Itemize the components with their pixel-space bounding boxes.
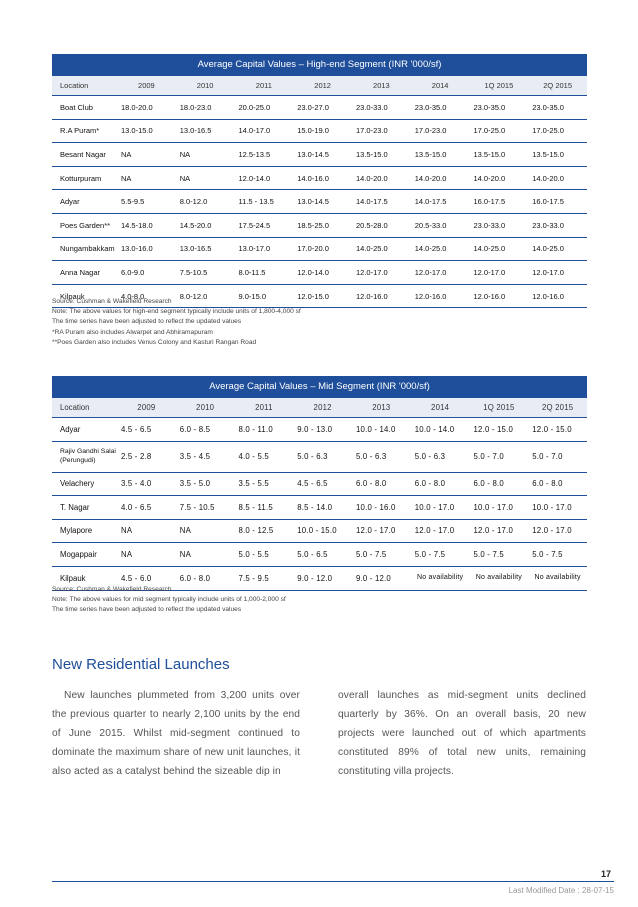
table-body (52, 418, 587, 591)
value-cell: 23.0-33.0 (473, 220, 506, 230)
table-row (52, 496, 587, 520)
value-cell: 6.0 - 8.0 (473, 479, 504, 489)
value-cell: 17.0-25.0 (473, 126, 506, 136)
value-cell: 15.0-19.0 (297, 126, 329, 136)
value-cell: 20.5-28.0 (356, 220, 388, 230)
value-cell: NA (179, 526, 191, 536)
column-header: 2012 (314, 81, 331, 90)
section-heading: New Residential Launches (52, 656, 230, 673)
table-row (52, 473, 587, 497)
value-cell: 5.0 - 6.5 (297, 549, 328, 559)
value-cell: 14.5-18.0 (121, 220, 153, 230)
value-cell: 4.5 - 6.0 (121, 573, 152, 583)
value-cell: 14.0-20.0 (473, 173, 506, 183)
column-header: 1Q 2015 (483, 403, 515, 412)
value-cell: 5.5-9.5 (121, 197, 145, 207)
value-cell: 12.5-13.5 (238, 149, 271, 159)
location-cell: Besant Nagar (60, 149, 106, 159)
value-cell: 10.0 - 17.0 (532, 502, 572, 512)
value-cell: 13.5-15.0 (414, 149, 447, 159)
value-cell: 18.5-25.0 (297, 220, 329, 230)
table-row (52, 143, 587, 167)
value-cell: 5.0 - 7.0 (532, 452, 563, 461)
value-cell: 12.0-16.0 (414, 291, 447, 301)
value-cell: 14.0-20.0 (532, 173, 564, 183)
value-cell: 4.0 - 6.5 (121, 502, 152, 512)
page-number: 17 (600, 869, 611, 879)
value-cell: 4.0 - 5.5 (238, 452, 269, 461)
value-cell: 16.0-17.5 (473, 197, 506, 207)
table-row (52, 214, 587, 238)
column-header: Location (60, 403, 90, 412)
column-header: 2010 (196, 81, 214, 90)
value-cell: 18.0-23.0 (179, 102, 212, 112)
value-cell: 6.0 - 8.5 (179, 424, 211, 434)
value-cell: 17.0-25.0 (532, 126, 564, 136)
value-cell: 9.0 - 13.0 (297, 424, 333, 434)
value-cell: 6.0 - 8.0 (356, 479, 387, 489)
table-row (52, 261, 587, 285)
value-cell: 12.0 - 15.0 (473, 424, 513, 434)
value-cell: 10.0 - 17.0 (473, 502, 513, 512)
value-cell: 5.0 - 7.5 (532, 549, 563, 559)
value-cell: 8.5 - 11.5 (238, 502, 273, 512)
value-cell: 10.0 - 16.0 (356, 502, 396, 512)
value-cell: 17.0-23.0 (356, 126, 388, 136)
location-cell: Kotturpuram (60, 173, 102, 183)
value-cell: 14.0-25.0 (473, 244, 506, 254)
value-cell: 13.5-15.0 (532, 149, 564, 159)
value-cell: 13.0-16.0 (121, 244, 153, 254)
value-cell: NA (179, 549, 191, 559)
column-header: 2011 (255, 403, 273, 412)
location-cell: Velachery (60, 479, 95, 489)
note-line: The time series have been adjusted to reflect the updated values (52, 606, 242, 614)
location-cell: Rajiv Gandhi Salai (Perungudi) (60, 448, 116, 464)
source-note: Source: Cushman & Wakefield Research (52, 586, 172, 593)
value-cell: 12.0-17.0 (473, 267, 506, 277)
value-cell: 13.0-15.0 (121, 126, 153, 136)
location-cell: R.A Puram* (60, 126, 100, 136)
value-cell: 3.5 - 4.5 (179, 452, 211, 461)
value-cell: 20.0-25.0 (238, 102, 271, 112)
value-cell: 12.0-14.0 (238, 173, 271, 183)
paragraph-left: New launches plummeted from 3,200 units over the previous quarter to nearly 2,100 units by the end of June 2015. Whilst mid-segment continued to dominate the maximum share of new unit launches, it also acted as a catalyst behind the sizeable dip in (52, 690, 300, 777)
value-cell: NA (121, 149, 132, 159)
column-header: 2009 (138, 81, 155, 90)
value-cell: 12.0-17.0 (414, 267, 447, 277)
value-cell: 14.0-17.0 (238, 126, 271, 136)
table-notes (52, 297, 301, 348)
value-cell: 4.5 - 6.5 (121, 424, 152, 434)
value-cell: 5.0 - 7.5 (473, 549, 504, 559)
location-cell: Mylapore (60, 526, 93, 536)
value-cell: 6.0 - 8.0 (414, 479, 446, 489)
value-cell: 4.5 - 6.5 (297, 479, 328, 489)
value-cell: 3.5 - 5.0 (179, 479, 211, 489)
value-cell: 23.0-35.0 (532, 102, 564, 112)
value-cell: 14.0-20.0 (356, 173, 388, 183)
value-cell: No availability (417, 573, 464, 581)
value-cell: NA (121, 526, 133, 536)
note-line: **Poes Garden also includes Venus Colony and Kasturi Rangan Road (52, 338, 257, 346)
location-cell: Adyar (60, 197, 80, 207)
value-cell: 12.0-14.0 (297, 267, 329, 277)
value-cell: 8.0-12.0 (179, 291, 208, 301)
value-cell: 14.0-25.0 (414, 244, 447, 254)
location-cell: Boat Club (60, 102, 93, 112)
note-line: Note: The above values for mid segment typically include units of 1,000-2,000 sf (52, 596, 286, 604)
location-cell: Mogappair (60, 549, 97, 559)
value-cell: 13.0-16.5 (179, 244, 212, 254)
value-cell: 2.5 - 2.8 (121, 452, 152, 461)
last-modified-date: Last Modified Date : 28-07-15 (508, 886, 614, 895)
table-notes (52, 585, 286, 616)
value-cell: 23.0-35.0 (414, 102, 447, 112)
value-cell: 5.0 - 7.5 (414, 549, 446, 559)
value-cell: 7.5-10.5 (179, 267, 208, 277)
value-cell: 17.0-20.0 (297, 244, 329, 254)
value-cell: 12.0-15.0 (297, 291, 329, 301)
location-cell: Kilpauk (60, 573, 86, 583)
mid-segment-values-table (52, 376, 587, 591)
column-header: Location (60, 81, 89, 90)
value-cell: 17.0-23.0 (414, 126, 447, 136)
column-header: 2Q 2015 (543, 81, 573, 90)
value-cell: 8.0-11.5 (238, 267, 266, 277)
source-note: Source: Cushman & Wakefield Research (52, 298, 172, 305)
value-cell: 13.5-15.0 (356, 149, 388, 159)
value-cell: NA (121, 549, 133, 559)
value-cell: 23.0-33.0 (532, 220, 564, 230)
value-cell: 12.0 - 17.0 (473, 526, 513, 536)
value-cell: 12.0-16.0 (473, 291, 506, 301)
value-cell: 14.0-20.0 (414, 173, 447, 183)
value-cell: 12.0 - 17.0 (356, 526, 396, 536)
value-cell: 20.5-33.0 (414, 220, 447, 230)
value-cell: 12.0-16.0 (356, 291, 388, 301)
value-cell: 10.0 - 14.0 (356, 424, 396, 434)
value-cell: 8.0 - 12.5 (238, 526, 274, 536)
value-cell: 13.0-17.0 (238, 244, 271, 254)
note-line: Note: The above values for high-end segment typically include units of 1,800-4,000 sf (52, 308, 301, 316)
location-cell: Nungambakkam (60, 244, 115, 254)
column-header: 2014 (431, 403, 450, 412)
column-header: 2011 (255, 81, 272, 90)
value-cell: 10.0 - 17.0 (414, 502, 455, 512)
value-cell: 8.5 - 14.0 (297, 502, 333, 512)
table-row (52, 96, 587, 120)
table-title: Average Capital Values – High-end Segment (INR '000/sf) (52, 54, 587, 76)
column-header: 2Q 2015 (541, 403, 574, 412)
value-cell: 9.0-15.0 (238, 291, 267, 301)
value-cell: 18.0-20.0 (121, 102, 153, 112)
table-row (52, 442, 587, 473)
table-row (52, 238, 587, 262)
table-header-row (52, 398, 587, 418)
table-row (52, 167, 587, 191)
value-cell: 12.0-16.0 (532, 291, 564, 301)
value-cell: 6.0-9.0 (121, 267, 145, 277)
paragraph-right: overall launches as mid-segment units declined quarterly by 36%. On an overall basis, 20 new projects were launched out of which apartments constituted 89% of total new units, remaining constituting villa projects. (338, 690, 586, 777)
value-cell: 3.5 - 4.0 (121, 479, 152, 489)
value-cell: 5.0 - 7.5 (356, 549, 387, 559)
value-cell: 13.0-16.5 (179, 126, 212, 136)
note-line: *RA Puram also includes Alwarpet and Abhiramapuram (52, 328, 213, 336)
value-cell: 14.0-17.5 (414, 197, 447, 207)
value-cell: 9.0 - 12.0 (297, 573, 333, 583)
table-row (52, 520, 587, 544)
column-header: 2013 (373, 81, 390, 90)
value-cell: 7.5 - 10.5 (179, 502, 215, 512)
value-cell: No availability (534, 573, 581, 581)
location-cell: Anna Nagar (60, 267, 101, 277)
location-cell: Adyar (60, 424, 81, 434)
value-cell: 7.5 - 9.5 (238, 573, 269, 583)
high-end-values-table (52, 54, 587, 308)
value-cell: 23.0-33.0 (356, 102, 388, 112)
value-cell: 4.0-8.0 (121, 291, 145, 301)
value-cell: 9.0 - 12.0 (356, 573, 391, 583)
location-cell: T. Nagar (60, 502, 90, 512)
value-cell: 17.5-24.5 (238, 220, 271, 230)
value-cell: 13.0-14.5 (297, 149, 329, 159)
table-body (52, 96, 587, 308)
value-cell: 12.0 - 17.0 (414, 526, 455, 536)
table-row (52, 418, 587, 442)
value-cell: 10.0 - 14.0 (414, 424, 455, 434)
value-cell: NA (179, 149, 191, 159)
value-cell: 8.0 - 11.0 (238, 424, 273, 434)
location-cell: Poes Garden** (60, 220, 111, 230)
value-cell: 8.0-12.0 (179, 197, 208, 207)
column-header: 2014 (431, 81, 449, 90)
value-cell: 3.5 - 5.5 (238, 479, 269, 489)
column-header: 2010 (196, 403, 215, 412)
table-header-row (52, 76, 587, 96)
value-cell: NA (179, 173, 191, 183)
value-cell: 13.5-15.0 (473, 149, 506, 159)
value-cell: 5.0 - 6.3 (414, 452, 446, 461)
location-cell: Kilpauk (60, 291, 85, 301)
value-cell: 5.0 - 6.3 (356, 452, 387, 461)
column-header: 2009 (137, 403, 156, 412)
value-cell: 10.0 - 15.0 (297, 526, 337, 536)
footer-divider (52, 881, 614, 882)
note-line: The time series have been adjusted to reflect the updated values (52, 318, 242, 326)
value-cell: 11.5 - 13.5 (238, 197, 274, 207)
value-cell: 14.0-17.5 (356, 197, 388, 207)
value-cell: 14.5-20.0 (179, 220, 212, 230)
value-cell: 14.0-25.0 (356, 244, 388, 254)
value-cell: 5.0 - 5.5 (238, 549, 269, 559)
table-row (52, 190, 587, 214)
table-row (52, 543, 587, 567)
value-cell: 12.0 - 15.0 (532, 424, 572, 434)
value-cell: 12.0 - 17.0 (532, 526, 572, 536)
value-cell: 14.0-16.0 (297, 173, 329, 183)
value-cell: NA (121, 173, 132, 183)
value-cell: 5.0 - 7.0 (473, 452, 504, 461)
value-cell: 16.0-17.5 (532, 197, 564, 207)
value-cell: No availability (475, 573, 522, 581)
value-cell: 5.0 - 6.3 (297, 452, 328, 461)
value-cell: 13.0-14.5 (297, 197, 329, 207)
value-cell: 12.0-17.0 (532, 267, 564, 277)
column-header: 2012 (313, 403, 332, 412)
value-cell: 6.0 - 8.0 (179, 573, 211, 583)
value-cell: 6.0 - 8.0 (532, 479, 563, 489)
table-title: Average Capital Values – Mid Segment (INR '000/sf) (52, 376, 587, 398)
value-cell: 23.0-35.0 (473, 102, 506, 112)
value-cell: 14.0-25.0 (532, 244, 564, 254)
column-header: 1Q 2015 (484, 81, 514, 90)
column-header: 2013 (372, 403, 391, 412)
value-cell: 23.0-27.0 (297, 102, 329, 112)
value-cell: 12.0-17.0 (356, 267, 388, 277)
table-row (52, 120, 587, 144)
